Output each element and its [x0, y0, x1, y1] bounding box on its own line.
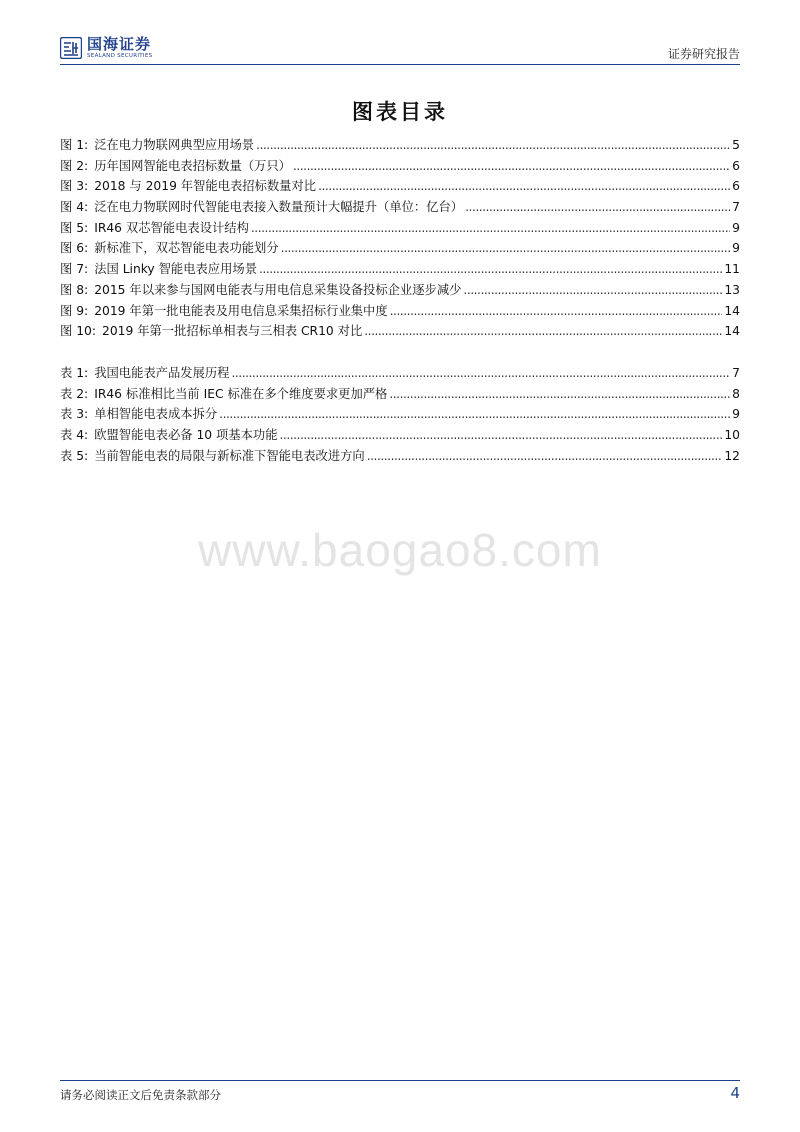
page-header	[60, 34, 740, 65]
entry-label: 图 5:	[60, 220, 89, 235]
toc-entry-figure-3[interactable]	[60, 176, 740, 197]
company-logo	[60, 34, 152, 62]
entry-label: 表 2:	[60, 386, 89, 401]
entry-page-number: 9	[732, 241, 740, 256]
entry-label: 表 5:	[60, 448, 89, 463]
dot-leader	[219, 407, 730, 421]
dot-leader	[231, 366, 730, 380]
entry-caption: 欧盟智能电表必备 10 项基本功能	[94, 428, 278, 443]
toc-entry-figure-2[interactable]	[60, 156, 740, 177]
entry-page-number: 9	[732, 220, 740, 235]
entry-page-number: 13	[724, 282, 740, 297]
entry-page-number: 5	[732, 138, 740, 152]
dot-leader	[256, 138, 730, 152]
entry-caption: 2018 与 2019 年智能电表招标数量对比	[94, 179, 317, 194]
report-type-label: 证券研究报告	[667, 47, 740, 61]
toc-entry-table-5[interactable]	[60, 446, 740, 467]
dot-leader	[390, 304, 723, 318]
entry-caption: 历年国网智能电表招标数量（万只）	[94, 158, 291, 173]
toc-entry-table-2[interactable]	[60, 384, 740, 405]
entry-caption: 2019 年第一批电能表及用电信息采集招标行业集中度	[94, 303, 388, 318]
page-number: 4	[730, 1084, 740, 1102]
dot-leader	[364, 324, 722, 338]
entry-caption: 我国电能表产品发展历程	[94, 366, 230, 380]
dot-leader	[293, 159, 730, 173]
entry-page-number: 6	[732, 179, 740, 194]
entry-caption: 当前智能电表的局限与新标准下智能电表改进方向	[94, 448, 365, 463]
figure-list	[60, 135, 740, 342]
toc-entry-figure-5[interactable]	[60, 218, 740, 239]
entry-label: 图 10:	[60, 324, 96, 339]
entry-page-number: 12	[724, 448, 740, 463]
sealand-logo-icon	[60, 37, 82, 59]
logo-name-cn: 国海证券	[87, 34, 152, 53]
entry-caption: 泛在电力物联网时代智能电表接入数量预计大幅提升（单位：亿台）	[94, 200, 464, 215]
entry-page-number: 11	[724, 262, 740, 277]
dot-leader	[463, 283, 722, 297]
entry-caption: IR46 标准相比当前 IEC 标准在多个维度要求更加严格	[94, 386, 388, 401]
entry-label: 图 1:	[60, 138, 89, 152]
entry-label: 图 7:	[60, 262, 89, 277]
entry-caption: 法国 Linky 智能电表应用场景	[94, 262, 257, 277]
entry-page-number: 7	[732, 200, 740, 215]
entry-label: 表 3:	[60, 407, 89, 422]
entry-page-number: 14	[724, 324, 740, 339]
entry-page-number: 7	[732, 366, 740, 380]
entry-page-number: 9	[732, 407, 740, 422]
toc-entry-figure-10[interactable]	[60, 321, 740, 342]
dot-leader	[281, 241, 731, 255]
entry-caption: 2019 年第一批招标单相表与三相表 CR10 对比	[102, 324, 363, 339]
entry-caption: 2015 年以来参与国网电能表与用电信息采集设备投标企业逐步减少	[94, 282, 462, 297]
entry-page-number: 6	[732, 158, 740, 173]
entry-page-number: 8	[732, 386, 740, 401]
entry-caption: 新标准下，双芯智能电表功能划分	[94, 241, 279, 256]
toc-entry-figure-1[interactable]	[60, 135, 740, 156]
entry-caption: 单相智能电表成本拆分	[94, 407, 218, 422]
footer-divider	[60, 1080, 740, 1081]
toc-entry-table-3[interactable]	[60, 404, 740, 425]
entry-label: 图 2:	[60, 158, 89, 173]
entry-label: 图 3:	[60, 179, 89, 194]
dot-leader	[251, 221, 730, 235]
dot-leader	[280, 428, 723, 442]
toc-entry-figure-9[interactable]	[60, 301, 740, 322]
dot-leader	[318, 179, 730, 193]
entry-label: 图 8:	[60, 282, 89, 297]
disclaimer-note: 请务必阅读正文后免责条款部分	[60, 1088, 221, 1102]
dot-leader	[259, 262, 722, 276]
toc-entry-figure-7[interactable]	[60, 259, 740, 280]
entry-label: 表 1:	[60, 366, 89, 380]
entry-label: 图 4:	[60, 200, 89, 215]
toc-entry-figure-4[interactable]	[60, 197, 740, 218]
entry-label: 表 4:	[60, 428, 89, 443]
logo-name-en: SEALAND SECURITIES	[87, 52, 153, 59]
dot-leader	[465, 200, 730, 214]
entry-caption: IR46 双芯智能电表设计结构	[94, 220, 249, 235]
dot-leader	[389, 387, 730, 401]
entry-caption: 泛在电力物联网典型应用场景	[94, 138, 255, 152]
dot-leader	[367, 449, 723, 463]
toc-entry-figure-6[interactable]	[60, 238, 740, 259]
toc-entry-table-4[interactable]	[60, 425, 740, 446]
entry-page-number: 10	[724, 428, 740, 443]
watermark: www.baogao8.com	[198, 524, 602, 576]
table-list	[60, 363, 740, 466]
entry-label: 图 9:	[60, 303, 89, 318]
entry-label: 图 6:	[60, 241, 89, 256]
toc-entry-table-1[interactable]	[60, 363, 740, 384]
toc-entry-figure-8[interactable]	[60, 280, 740, 301]
entry-page-number: 14	[724, 303, 740, 318]
page-title: 图表目录	[352, 100, 448, 124]
